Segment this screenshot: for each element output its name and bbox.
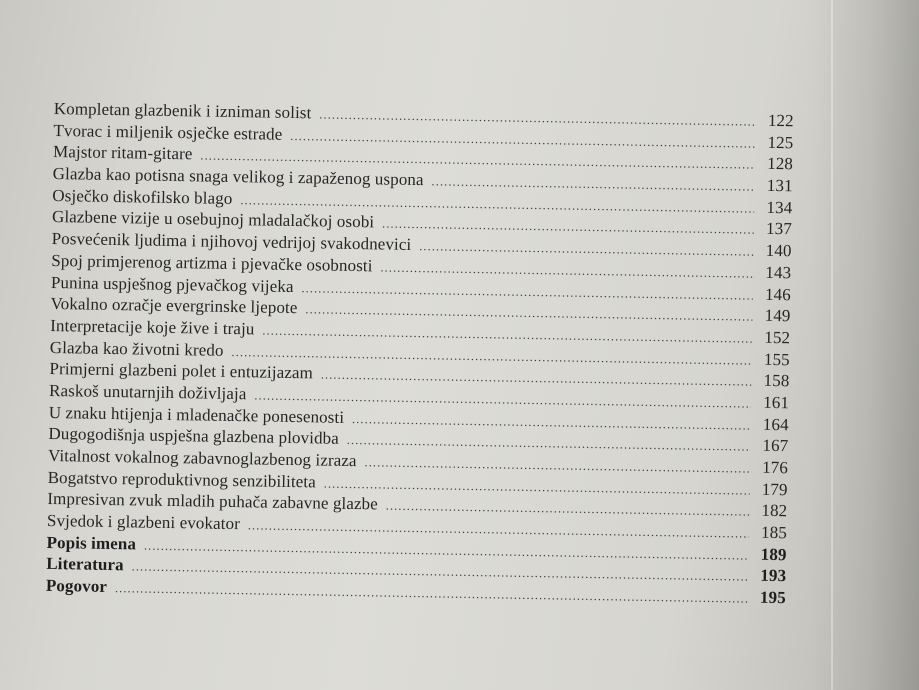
toc-entry-title: U znaku htijenja i mladenačke ponesenosti	[48, 402, 345, 427]
toc-entry-page: 146	[764, 284, 792, 304]
toc-entry-page: 195	[759, 587, 786, 608]
toc-entry-page: 152	[764, 327, 791, 348]
table-of-contents	[46, 98, 794, 609]
toc-entry-title: Popis imena	[46, 532, 137, 554]
toc-entry-title: Glazba kao potisna snaga velikog i zapaženog uspona	[52, 164, 424, 190]
toc-entry-page: 134	[766, 197, 793, 218]
toc-entry-title: Glazbene vizije u osebujnoj mladalačkoj osobi	[51, 207, 375, 232]
toc-entry-page: 122	[767, 110, 794, 131]
spine-shadow	[809, 0, 919, 690]
toc-entry-title: Tvorac i miljenik osječke estrade	[53, 120, 283, 144]
toc-entry-page: 164	[762, 414, 789, 434]
toc-entry-page: 131	[766, 175, 793, 196]
toc-entry-title: Spoj primjerenog artizma i pjevačke osobnosti	[51, 250, 373, 276]
toc-entry-page: 179	[761, 479, 788, 499]
toc-entry-title: Glazba kao životni kredo	[49, 337, 224, 360]
toc-entry-title: Posvećenik ljudima i njihovoj vedrijoj svakodnevici	[51, 229, 412, 255]
toc-entry-page: 125	[767, 132, 794, 152]
toc-entry-page: 185	[760, 522, 788, 543]
toc-entry-title: Literatura	[46, 554, 124, 575]
toc-entry-page: 182	[761, 501, 788, 521]
toc-entry-page: 140	[765, 240, 792, 261]
toc-entry-title: Osječko diskofilsko blago	[52, 185, 233, 208]
toc-entry-title: Interpretacije koje žive i traju	[50, 315, 255, 339]
toc-entry-title: Svjedok i glazbeni evokator	[46, 511, 241, 534]
toc-entry-page: 143	[765, 262, 792, 283]
toc-entry-page: 158	[763, 371, 790, 391]
toc-entry-title: Vokalno ozračje evergrinske ljepote	[50, 294, 298, 318]
toc-entry-title: Raskoš unutarnjih doživljaja	[48, 380, 247, 404]
toc-entry-page: 167	[762, 436, 789, 456]
toc-entry-title: Bogatstvo reproduktivnog senzibiliteta	[47, 467, 317, 492]
toc-entry-page: 128	[767, 154, 794, 174]
toc-entry-title: Primjerni glazbeni polet i entuzijazam	[49, 359, 314, 383]
toc-entry-title: Punina uspješnog pjevačkog vijeka	[50, 272, 294, 296]
page-edge-highlight	[831, 0, 833, 690]
toc-entry-title: Dugogodišnja uspješna glazbena plovidba	[48, 424, 340, 449]
toc-entry-page: 189	[760, 544, 787, 564]
toc-entry-page: 193	[760, 566, 787, 586]
toc-entry-page: 176	[762, 457, 789, 478]
toc-entry-title: Majstor ritam-gitare	[52, 142, 193, 164]
toc-entry-page: 137	[765, 219, 793, 239]
toc-entry-title: Vitalnost vokalnog zabavnoglazbenog izraza	[47, 445, 357, 471]
toc-entry-page: 149	[764, 306, 791, 326]
toc-entry-title: Pogovor	[45, 576, 108, 597]
toc-entry-page: 155	[763, 349, 790, 369]
toc-entry-title: Impresivan zvuk mladih puhača zabavne glazbe	[47, 489, 379, 514]
toc-entry-page: 161	[763, 392, 790, 413]
toc-entry-title: Kompletan glazbenik i izniman solist	[53, 98, 312, 123]
